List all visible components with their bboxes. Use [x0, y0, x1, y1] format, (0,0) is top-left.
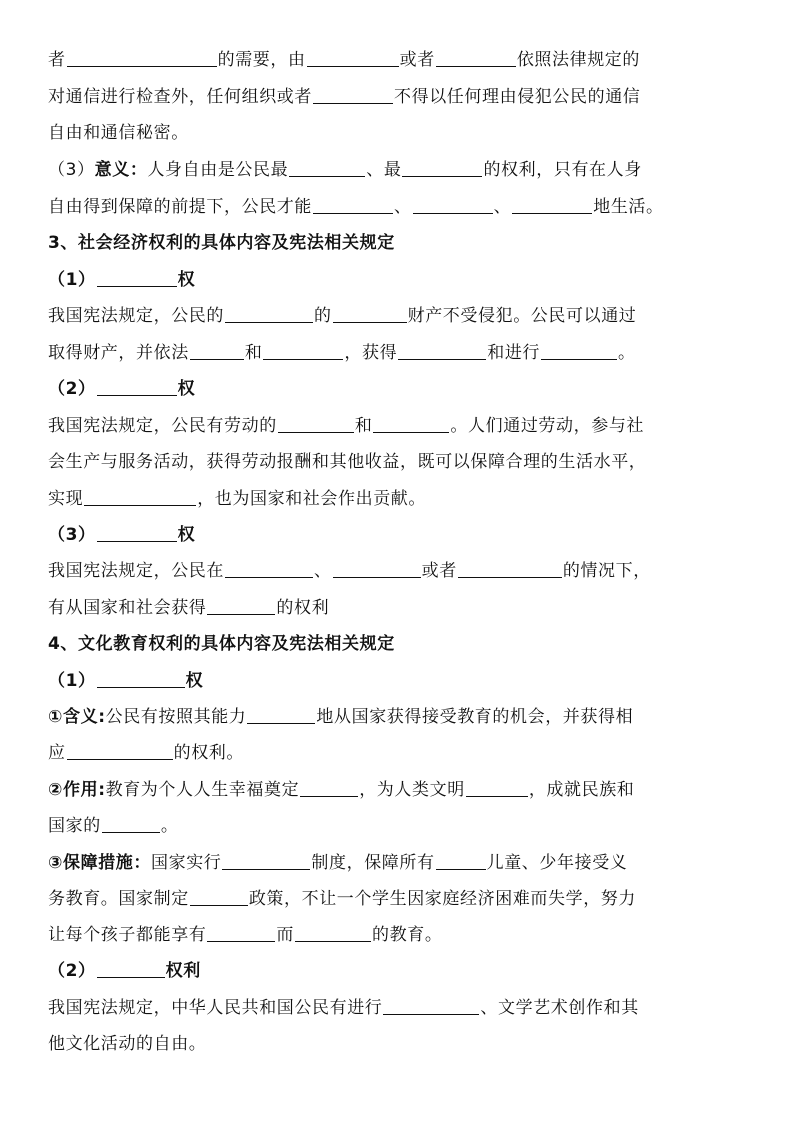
subsection-heading — [48, 374, 698, 404]
subsection-heading — [48, 520, 698, 550]
text-line — [48, 82, 698, 112]
text-line — [48, 738, 698, 768]
fill-blank — [333, 557, 421, 578]
item-label: ③保障措施： — [48, 853, 151, 873]
fill-blank — [97, 957, 165, 978]
text-segment: 权 — [177, 525, 196, 545]
text-segment: 权 — [177, 379, 196, 399]
text-segment: 或者 — [421, 561, 457, 581]
fill-blank — [278, 412, 354, 433]
text-segment: 的权利 — [276, 598, 330, 618]
text-segment: 和 — [244, 343, 263, 363]
fill-blank — [402, 156, 482, 177]
fill-blank — [263, 339, 343, 360]
text-line — [48, 155, 698, 185]
fill-blank — [436, 849, 486, 870]
item-label: 意义： — [94, 160, 148, 180]
text-line — [48, 301, 698, 331]
text-segment: 我国宪法规定，中华人民共和国公民有进行 — [48, 998, 383, 1018]
fill-blank — [466, 776, 528, 797]
fill-blank — [190, 339, 244, 360]
text-segment: 的权利。 — [173, 743, 245, 763]
text-segment: ，为人类文明 — [359, 780, 465, 800]
text-segment: 政策，不让一个学生因家庭经济困难而失学，努力 — [248, 889, 637, 909]
text-segment: 。 — [618, 343, 636, 363]
fill-blank — [97, 375, 177, 396]
item-number: （2） — [48, 961, 96, 981]
text-line — [48, 702, 698, 732]
text-segment: 地生活。 — [593, 197, 664, 217]
fill-blank — [413, 193, 493, 214]
text-line — [48, 192, 698, 222]
text-segment: 对通信进行检查外，任何组织或者 — [48, 87, 312, 107]
text-segment: 务教育。国家制定 — [48, 889, 189, 909]
fill-blank — [373, 412, 449, 433]
fill-blank — [541, 339, 617, 360]
item-number: （1） — [48, 270, 96, 290]
fill-blank — [300, 776, 358, 797]
text-line — [48, 45, 698, 75]
text-segment: 、 — [493, 197, 512, 217]
text-line — [48, 993, 698, 1023]
fill-blank — [102, 812, 160, 833]
text-line — [48, 484, 698, 514]
text-segment: 、文学艺术创作和其 — [480, 998, 639, 1018]
fill-blank — [222, 849, 310, 870]
text-line — [48, 848, 698, 878]
section-heading: 3、社会经济权利的具体内容及宪法相关规定 — [48, 233, 395, 253]
text-segment: 教育为个人人生幸福奠定 — [105, 780, 300, 800]
text-line — [48, 593, 698, 623]
text-segment: 公民有按照其能力 — [105, 707, 247, 727]
text-segment: 取得财产，并依法 — [48, 343, 189, 363]
text-segment: 地从国家获得接受教育的机会，并获得相 — [316, 707, 634, 727]
text-line — [48, 1029, 698, 1059]
text-segment: 、 — [314, 561, 332, 581]
fill-blank — [97, 667, 185, 688]
text-segment: 国家实行 — [151, 853, 222, 873]
text-segment: ，成就民族和 — [528, 780, 635, 800]
text-segment: 。 — [160, 816, 179, 836]
text-segment: 权利 — [165, 961, 201, 981]
text-line — [48, 920, 698, 950]
fill-blank — [458, 557, 562, 578]
text-segment: 、最 — [366, 160, 402, 180]
text-segment: 我国宪法规定，公民有劳动的 — [48, 416, 277, 436]
text-segment: 权 — [185, 671, 204, 691]
fill-blank — [295, 921, 371, 942]
text-segment: 应 — [48, 743, 66, 763]
text-segment: 、 — [394, 197, 412, 217]
item-label: ②作用: — [48, 780, 106, 800]
text-segment: ，也为国家和社会作出贡献。 — [197, 489, 427, 509]
text-segment: 儿童、少年接受义 — [486, 853, 628, 873]
text-line — [48, 811, 698, 841]
text-segment: 让每个孩子都能享有 — [48, 925, 207, 945]
subsection-heading — [48, 956, 698, 986]
fill-blank — [307, 46, 399, 67]
fill-blank — [225, 557, 313, 578]
section-heading: 4、文化教育权利的具体内容及宪法相关规定 — [48, 634, 395, 654]
fill-blank — [207, 921, 275, 942]
item-number: （2） — [48, 379, 96, 399]
text-segment: 。人们通过劳动，参与社 — [450, 416, 645, 436]
item-number: （3） — [48, 525, 96, 545]
fill-blank — [190, 885, 248, 906]
text-segment: 人身自由是公民最 — [147, 160, 289, 180]
fill-blank — [383, 994, 479, 1015]
text-segment: 而 — [276, 925, 295, 945]
text-segment: 依照法律规定的 — [516, 50, 641, 70]
text-segment: 我国宪法规定，公民的 — [48, 306, 224, 326]
text-segment: 的教育。 — [372, 925, 443, 945]
text-segment: 的需要，由 — [217, 50, 306, 70]
text-line — [48, 884, 698, 914]
text-segment: 国家的 — [48, 816, 101, 836]
fill-blank — [84, 485, 196, 506]
text-line — [48, 556, 698, 586]
text-segment: 和进行 — [487, 343, 541, 363]
fill-blank — [67, 46, 217, 67]
text-segment: 制度，保障所有 — [311, 853, 435, 873]
text-line — [48, 338, 698, 368]
text-segment: 我国宪法规定，公民在 — [48, 561, 224, 581]
text-segment: 者 — [48, 50, 66, 70]
text-segment: 的情况下， — [562, 561, 651, 581]
subsection-heading — [48, 666, 698, 696]
fill-blank — [97, 266, 177, 287]
text-segment: ，获得 — [344, 343, 398, 363]
fill-blank — [333, 302, 407, 323]
text-segment: 或者 — [399, 50, 435, 70]
text-line — [48, 411, 698, 441]
text-segment: 自由和通信秘密。 — [48, 123, 189, 143]
text-segment: 自由得到保障的前提下，公民才能 — [48, 197, 312, 217]
item-number: （1） — [48, 671, 96, 691]
fill-blank — [207, 594, 275, 615]
fill-blank — [398, 339, 486, 360]
text-segment: 有从国家和社会获得 — [48, 598, 207, 618]
fill-blank — [512, 193, 592, 214]
fill-blank — [247, 703, 315, 724]
item-label: ①含义: — [48, 707, 106, 727]
fill-blank — [67, 739, 173, 760]
text-segment: 实现 — [48, 489, 84, 509]
text-line — [48, 118, 698, 148]
text-segment: 权 — [177, 270, 196, 290]
text-line — [48, 775, 698, 805]
fill-blank — [313, 83, 393, 104]
subsection-heading — [48, 265, 698, 295]
text-segment: 的权利，只有在人身 — [483, 160, 642, 180]
fill-blank — [436, 46, 516, 67]
fill-blank — [289, 156, 365, 177]
text-segment: 财产不受侵犯。公民可以通过 — [407, 306, 637, 326]
text-segment: 和 — [354, 416, 373, 436]
fill-blank — [97, 521, 177, 542]
text-line — [48, 447, 698, 477]
fill-blank — [225, 302, 313, 323]
text-segment: 不得以任何理由侵犯公民的通信 — [394, 87, 641, 107]
fill-blank — [313, 193, 393, 214]
text-segment: 会生产与服务活动，获得劳动报酬和其他收益，既可以保障合理的生活水平， — [48, 452, 647, 472]
text-segment: 的 — [314, 306, 332, 326]
item-number: （3） — [48, 160, 95, 180]
text-segment: 他文化活动的自由。 — [48, 1034, 207, 1054]
